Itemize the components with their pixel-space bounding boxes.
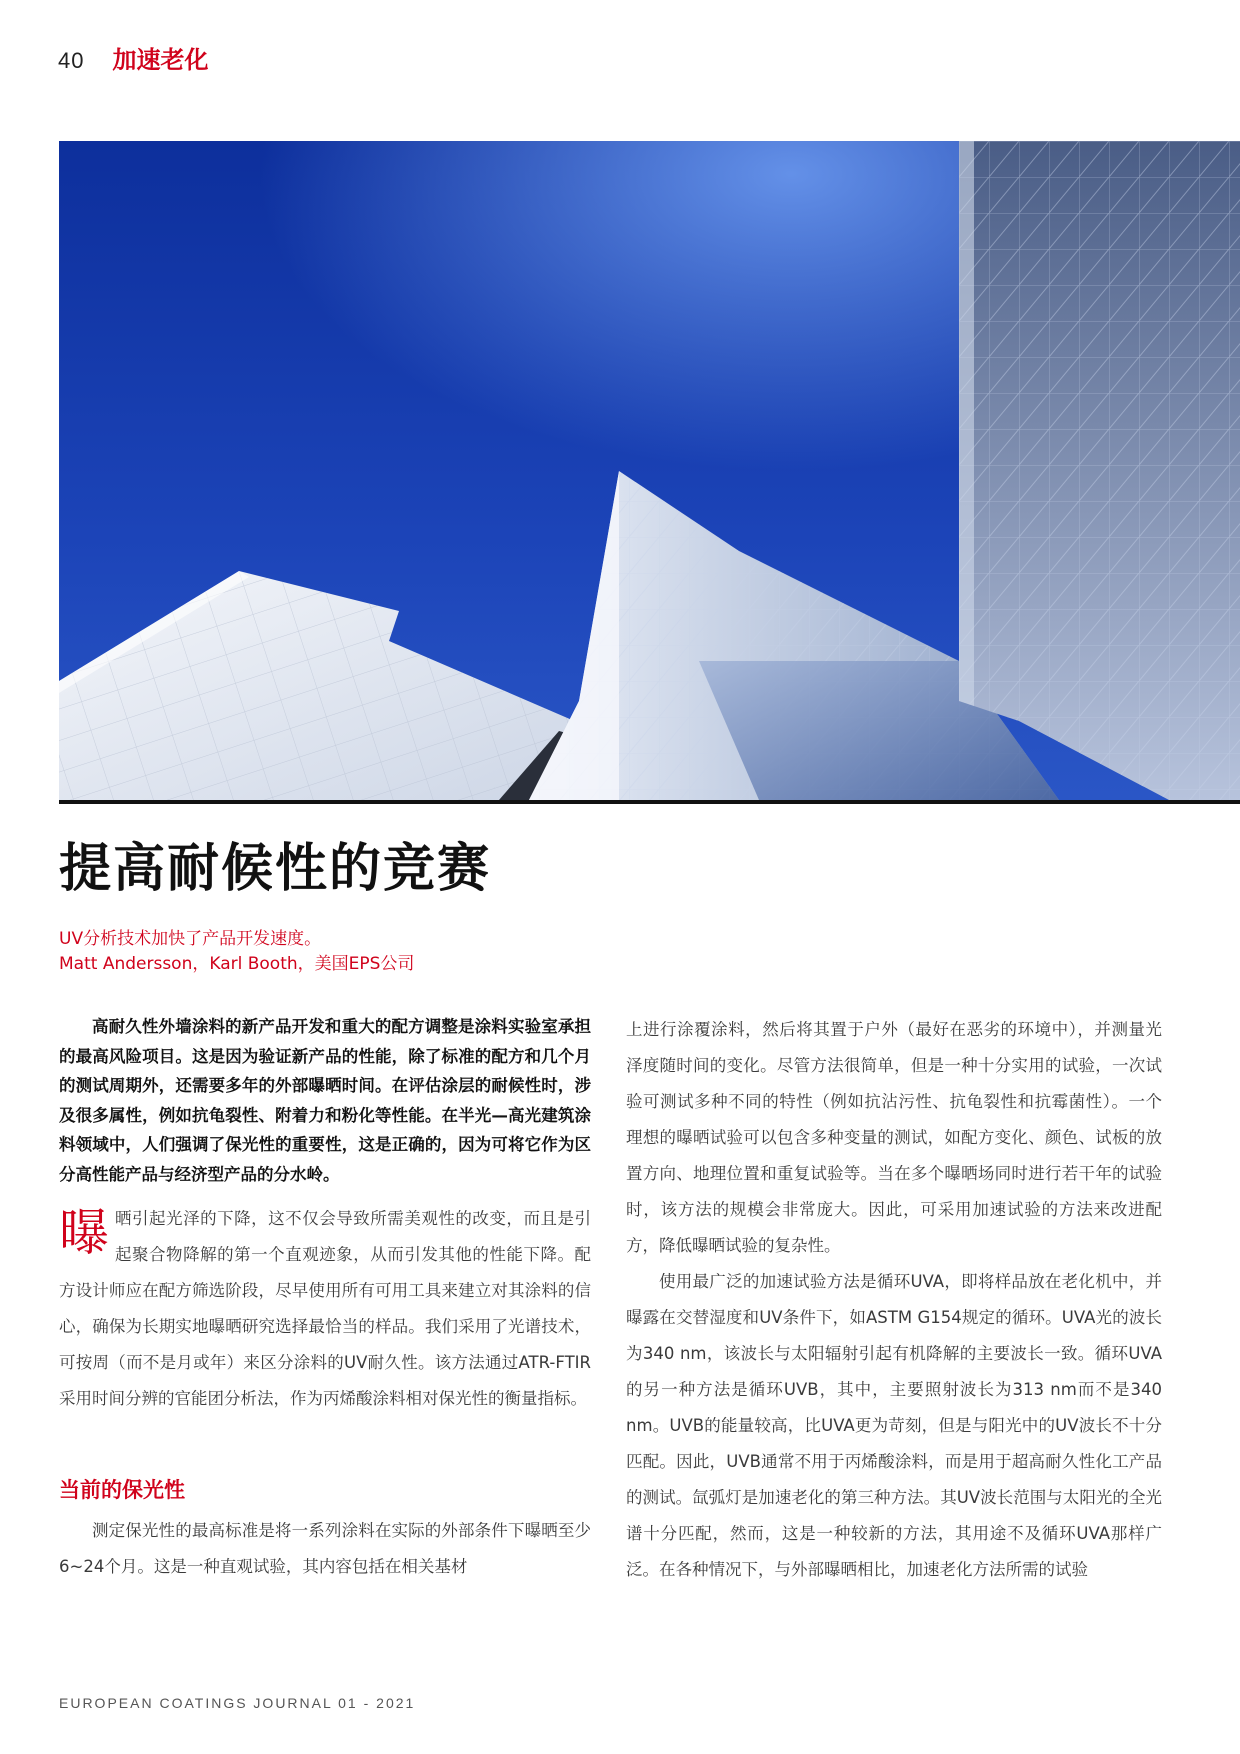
- page-header: [58, 40, 208, 75]
- body-paragraph-4: 使用最广泛的加速试验方法是循环UVA，即将样品放在老化机中，并曝露在交替湿度和UV条件下，如ASTM G154规定的循环。UVA光的波长为340 nm，该波长与太阳辐射引起有机降解的主要波长一致。循环UVA的另一种方法是循环UVB，其中，主要照射波长为313 nm而不是340 nm。UVB的能量较高，比UVA更为苛刻，但是与阳光中的UV波长不十分匹配。因此，UVB通常不用于丙烯酸涂料，而是用于超高耐久性化工产品的测试。氙弧灯是加速老化的第三种方法。其UV波长范围与太阳光的全光谱十分匹配，然而，这是一种较新的方法，其用途不及循环UVA那样广泛。在各种情况下，与外部曝晒相比，加速老化方法所需的试验: [626, 1272, 1162, 1579]
- article-subtitle: UV分析技术加快了产品开发速度。: [59, 929, 322, 949]
- hero-image: [59, 141, 1240, 800]
- journal-footer: EUROPEAN COATINGS JOURNAL 01 - 2021: [59, 1695, 416, 1711]
- body-paragraph-3: 上进行涂覆涂料，然后将其置于户外（最好在恶劣的环境中），并测量光泽度随时间的变化。尽管方法很简单，但是一种十分实用的试验，一次试验可测试多种不同的特性（例如抗沾污性、抗龟裂性和抗霉菌性）。一个理想的曝晒试验可以包含多种变量的测试，如配方变化、颜色、试板的放置方向、地理位置和重复试验等。当在多个曝晒场同时进行若干年的试验时，该方法的规模会非常庞大。因此，可采用加速试验的方法来改进配方，降低曝晒试验的复杂性。: [626, 1020, 1162, 1255]
- section-heading: 当前的保光性: [59, 1478, 185, 1502]
- hero-divider: [59, 800, 1240, 804]
- column-left: [59, 1012, 591, 1585]
- article-title: 提高耐候性的竞赛: [59, 839, 492, 899]
- column-right: [626, 1012, 1162, 1588]
- article-byline: [59, 927, 414, 977]
- body-paragraph-1-text: 晒引起光泽的下降，这不仅会导致所需美观性的改变，而且是引起聚合物降解的第一个直观迹象，从而引发其他的性能下降。配方设计师应在配方筛选阶段，尽早使用所有可用工具来建立对其涂料的信心，确保为长期实地曝晒研究选择最恰当的样品。我们采用了光谱技术，可按周（而不是月或年）来区分涂料的UV耐久性。该方法通过ATR-FTIR采用时间分辨的官能团分析法，作为丙烯酸涂料相对保光性的衡量指标。: [59, 1209, 591, 1408]
- body-paragraph-2: 测定保光性的最高标准是将一系列涂料在实际的外部条件下曝晒至少6~24个月。这是一种直观试验，其内容包括在相关基材: [59, 1521, 591, 1576]
- page-number: 40: [58, 48, 85, 73]
- body-paragraph-1: [59, 1201, 591, 1417]
- article-authors: Matt Andersson，Karl Booth，美国EPS公司: [59, 954, 415, 974]
- section-title: 加速老化: [112, 46, 209, 74]
- lead-paragraph: 高耐久性外墙涂料的新产品开发和重大的配方调整是涂料实验室承担的最高风险项目。这是因为验证新产品的性能，除了标准的配方和几个月的测试周期外，还需要多年的外部曝晒时间。在评估涂层的耐候性时，涉及很多属性，例如抗龟裂性、附着力和粉化等性能。在半光—高光建筑涂料领域中，人们强调了保光性的重要性，这是正确的，因为可将它作为区分高性能产品与经济型产品的分水岭。: [59, 1017, 591, 1184]
- drop-cap: 曝: [59, 1204, 109, 1262]
